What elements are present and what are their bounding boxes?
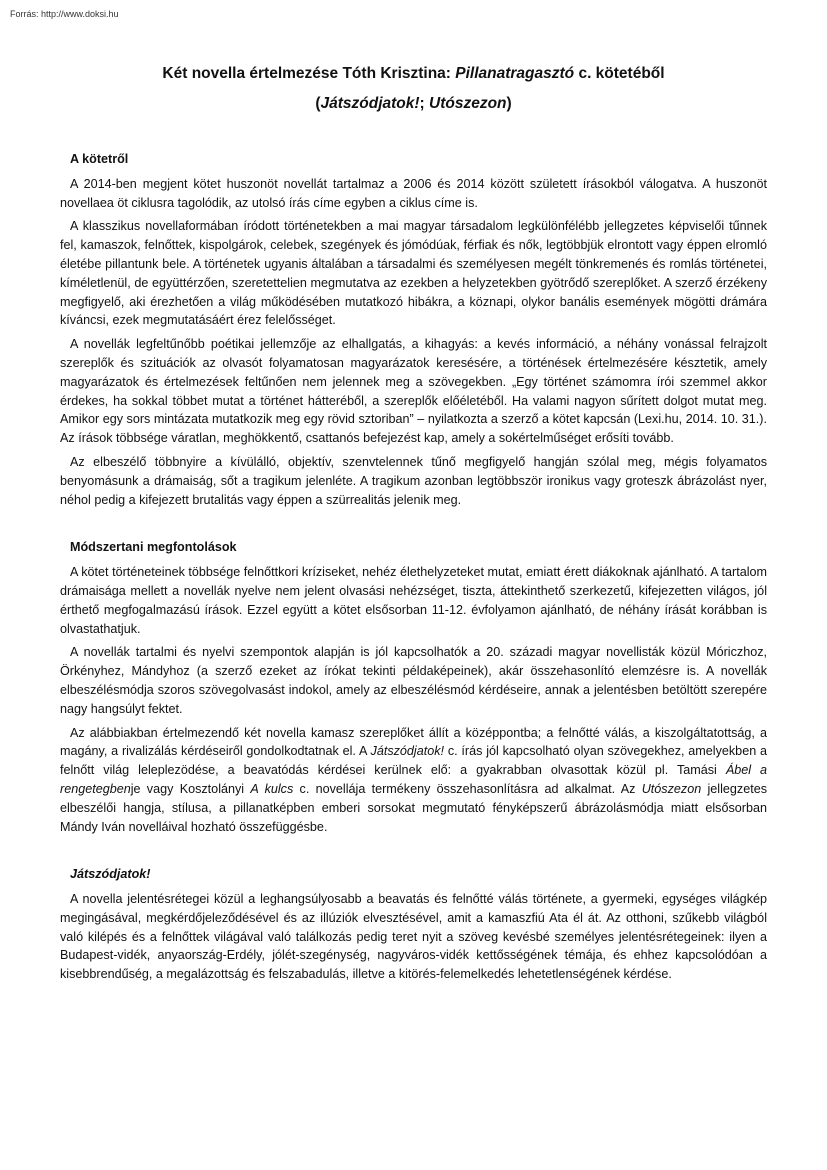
text-run: je vagy Kosztolányi [130,781,251,796]
italic-title: Utószezon [641,781,702,796]
page-subtitle [60,95,767,113]
italic-title: A kulcs [250,781,294,796]
text-run: c. írás jól kapcsolható olyan szövegekhez, amelyekben a felnőtt világ leleplezödése, a beavatódás kérdései kerülnek elő: a gyakrabban olvasottak közül pl. Tamási [60,744,767,778]
section-heading-about: A kötetről [70,152,129,166]
title-text-end: c. kötetéből [574,65,665,82]
section-heading-methods: Módszertani megfontolások [70,540,237,555]
paragraph: Az elbeszélő többnyire a kívülálló, objektív, szenvtelennek tűnő megfigyelő hangján szólal meg, mégis folyamatos benyomásunk a drámaiság, sőt a tragikum jelenléte. A tragikum azonban legtöbbször ironikus vagy groteszk ábrázolást nyer, néhol pedig a kifejezett brutalitás vagy éppen a szürrealitás jelenik meg. [60,454,767,507]
paragraph: A novellák legfeltűnőbb poétikai jellemzője az elhallgatás, a kihagyás: a kevés információ, a néhány vonással felrajzolt szereplők és szituációk az olvasót folyamatosan magyarázatok keresésére, a történések értelmezésére késztetik, amely magyarázatok és értelmezések feltűnően nem jelennek meg a szövegekben. „Egy történet számomra írói szemmel akkor érdekes, ha sokkal többet mutat a történet hátteréből, a szereplők előéletéből. Ha valami nagyon sűrített dolgot mutat meg. Amikor egy sors mintázata mutatkozik meg egy rövid sztoriban” – nyilatkozta a szerző a kötet kapcsán (Lexi.hu, 2014. 10. 31.). Az írások többsége váratlan, meghökkentő, csattanós befejezést kap, amely a sokértelműséget erősíti tovább. [60,337,767,446]
subtitle-open: ( [315,95,321,112]
paragraph: A 2014-ben megjent kötet huszonöt novellát tartalmaz a 2006 és 2014 között született írásokból válogatva. A huszonöt novellaea öt ciklusra tagolódik, az utolsó írás címe egyben a ciklus címe is. [60,176,767,210]
title-book-name: Pillanatragasztó [455,65,575,82]
paragraph: A novellák tartalmi és nyelvi szempontok alapján is jól kapcsolhatók a 20. századi magyar novellisták közül Móriczhoz, Örkényhez, Mándyhoz (a szerző ezeket az írókat tekinti példaképeinek), akár összehasonlító elemzésre is. A novellák elbeszélésmódja szoros szövegolvasást indokol, amely az elbeszélésmód kérdéseire, annak a jelentésben betöltött szerepére nagy hangsúlyt fektet. [60,645,767,716]
text-run: jellegzetes elbeszélői hangja, stílusa, a pillanatképben emberi sorsokat megmutató fényképszerű ábrázolásmódja miatt elsősorban Mándy Iván novelláival hozható összefüggésbe. [60,781,768,834]
subtitle-separator: ; [419,95,430,112]
paragraph: A klasszikus novellaformában íródott történetekben a mai magyar társadalom legkülönfélébb jellegzetes képviselői tűnnek fel, kamaszok, felnőttek, kispolgárok, celebek, szegények és jómódúak, férfiak és nők, legtöbbjük elrontott vagy éppen elromló életébe pillantunk bele. A történetek ugyanis általában a társadalmi és személyesen megélt tönkremenés és romlás történetei, kíméletlenül, de együttérzően, szeretettelien megmutatva az ezekben a helyzetekben gyötrődő szereplőket. A szerző érzékeny megfigyelő, aki érezhetően a világ működésében mutatkozó hibákra, a köznapi, olykor banális események mögötti drámára kíváncsi, ezek megmutatásáért érez felelősséget. [60,219,767,328]
section-heading-story: Játszódjatok! [70,867,151,882]
paragraph: A kötet történeteinek többsége felnőttkori kríziseket, nehéz élethelyzeteket mutat, emiatt érett diákoknak ajánlható. A tartalom drámaisága mellett a novellák nyelve nem jelent olvasási nehézséget, tiszta, áttekinthető szerkezetű, kifejezetten világos, jól érthető megfogalmazású írások. Ezzel együtt a kötet elsősorban 11-12. évfolyamon ajánlható, de néhány írását korábban is olvastathatjuk. [60,565,767,636]
source-note: Forrás: http://www.doksi.hu [10,9,119,19]
paragraph: A novella jelentésrétegei közül a leghangsúlyosabb a beavatás és felnőtté válás története, a gyermeki, egységes világkép megingásával, megkérdőjeleződésével és az illúziók elvesztésével, amit a kamaszfiú Ata él át. Az otthoni, szűkebb világból való kilépés és a felnőttek világával való találkozás pedig teret nyit a szöveg kevésbé személyes jelentésrétegeinek: ilyen a Budapest-vidék, anyaország-Erdély, jólét-szegénység, nagyváros-vidék kettősségének témája, és ehhez kapcsolódóan a kisebbrendűség, a megalázottság és felszabadulás, illetve a kitörés-felemelkedés lehetetlenségének kérdése. [60,892,767,982]
italic-title: Játszódjatok! [370,744,445,759]
italic-title: Ábel a rengetegben [60,763,767,796]
subtitle-story-2: Utószezon [429,95,507,112]
text-run: Az alábbiakban értelmezendő két novella kamasz szereplőket állít a középpontba; a felnőtté válás, a kiszolgáltatottság, a magány, a rivalizálás kérdéseiről gondolkodtatnak el. A [60,725,767,759]
page-title [60,65,767,83]
title-text: Két novella értelmezése Tóth Krisztina: [162,65,456,82]
subtitle-close: ) [506,95,512,112]
subtitle-story-1: Játszódjatok! [320,95,420,112]
document-body [60,150,767,989]
text-run: c. novellája termékeny összehasonlításra ad alkalmat. Az [293,781,642,796]
paragraph [60,724,767,837]
